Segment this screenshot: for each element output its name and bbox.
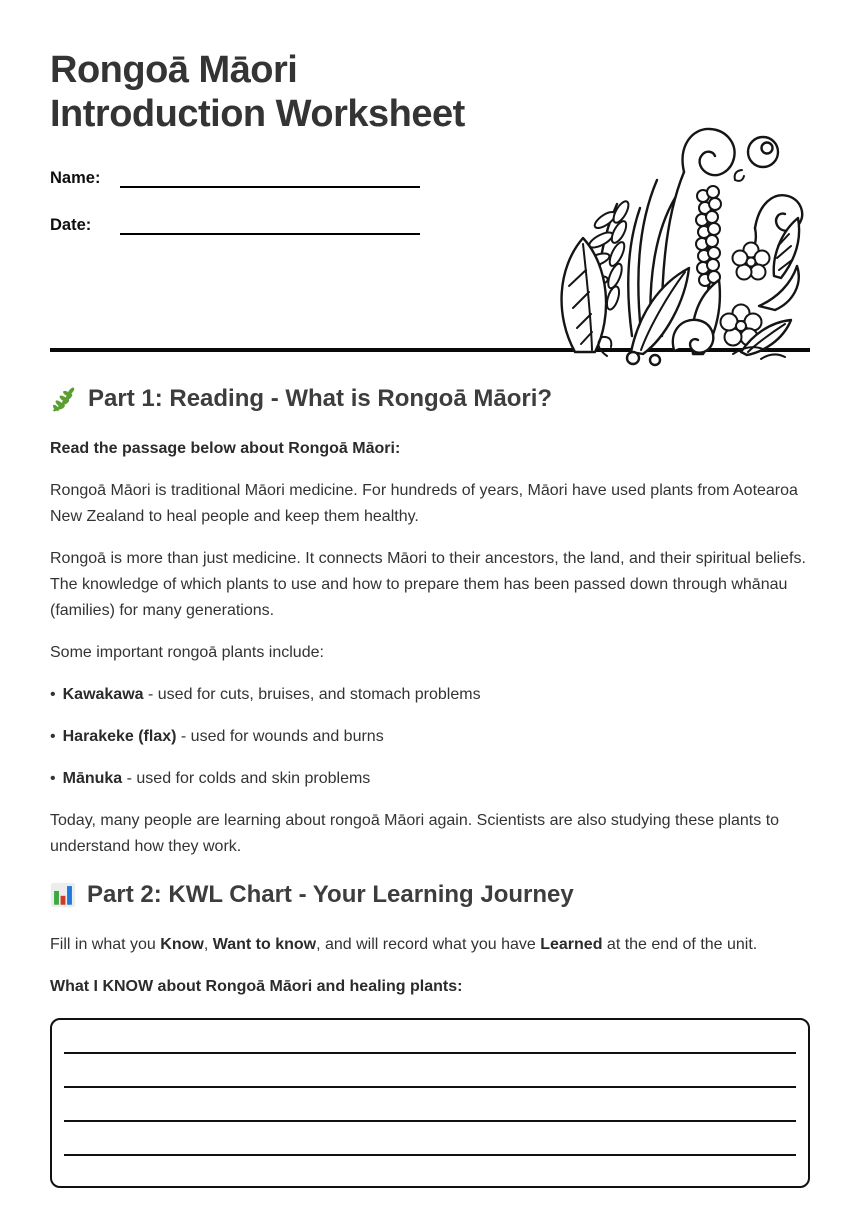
date-label: Date: [50,216,92,234]
date-input-line[interactable] [120,209,420,235]
page-title-line1: Rongoā Māori [50,49,298,91]
read-prompt: Read the passage below about Rongoā Māori: [50,440,401,457]
write-line-2[interactable] [64,1054,796,1088]
bullet-term: Mānuka [62,770,123,787]
page-title-line2: Introduction Worksheet [50,93,465,135]
bullet-harakeke [50,724,810,750]
write-line-3[interactable] [64,1088,796,1122]
kwl-instructions [50,932,810,958]
name-input-line[interactable] [120,162,420,188]
page-title [50,48,550,136]
name-label: Name: [50,169,101,187]
write-line-4[interactable] [64,1122,796,1156]
part2-heading-text: Part 2: KWL Chart - Your Learning Journey [87,881,574,908]
part1-paragraph-2: Rongoā is more than just medicine. It connects Māori to their ancestors, the land, and their spiritual beliefs. The knowledge of which plants to use and how to prepare them has been passed down through whānau (families) for many generations. [50,550,806,619]
bullet-desc: - used for colds and skin problems [122,770,371,787]
fill-want: Want to know [212,936,317,953]
fill-know: Know [160,936,204,953]
bullet-marker: • [50,728,56,745]
fill-post: at the end of the unit. [602,936,758,953]
bullet-marker: • [50,770,56,787]
bullet-kawakawa [50,682,810,708]
part1-paragraph-3: Some important rongoā plants include: [50,644,324,661]
fill-learned: Learned [540,936,603,953]
know-prompt: What I KNOW about Rongoā Māori and healing plants: [50,978,463,995]
part1-heading-text: Part 1: Reading - What is Rongoā Māori? [88,385,553,412]
bar-chart-icon [50,882,76,908]
bullet-term: Kawakawa [62,686,144,703]
know-answer-box[interactable] [50,1018,810,1188]
bullet-desc: - used for cuts, bruises, and stomach problems [143,686,481,703]
part1-heading [50,384,810,414]
part1-paragraph-1: Rongoā Māori is traditional Māori medicine. For hundreds of years, Māori have used plants from Aotearoa New Zealand to heal people and keep them healthy. [50,482,798,525]
fill-pre: Fill in what you [50,936,161,953]
herb-icon [50,386,77,413]
fill-mid2: , and will record what you have [316,936,541,953]
part2-heading [50,880,810,910]
bullet-marker: • [50,686,56,703]
write-line-1[interactable] [64,1020,796,1054]
bullet-term: Harakeke (flax) [62,728,177,745]
part1-closing-paragraph: Today, many people are learning about rongoā Māori again. Scientists are also studying these plants to understand how they work. [50,812,780,855]
fill-mid1: , [203,936,213,953]
bullet-desc: - used for wounds and burns [176,728,384,745]
plant-illustration [545,100,805,370]
bullet-manuka [50,766,810,792]
